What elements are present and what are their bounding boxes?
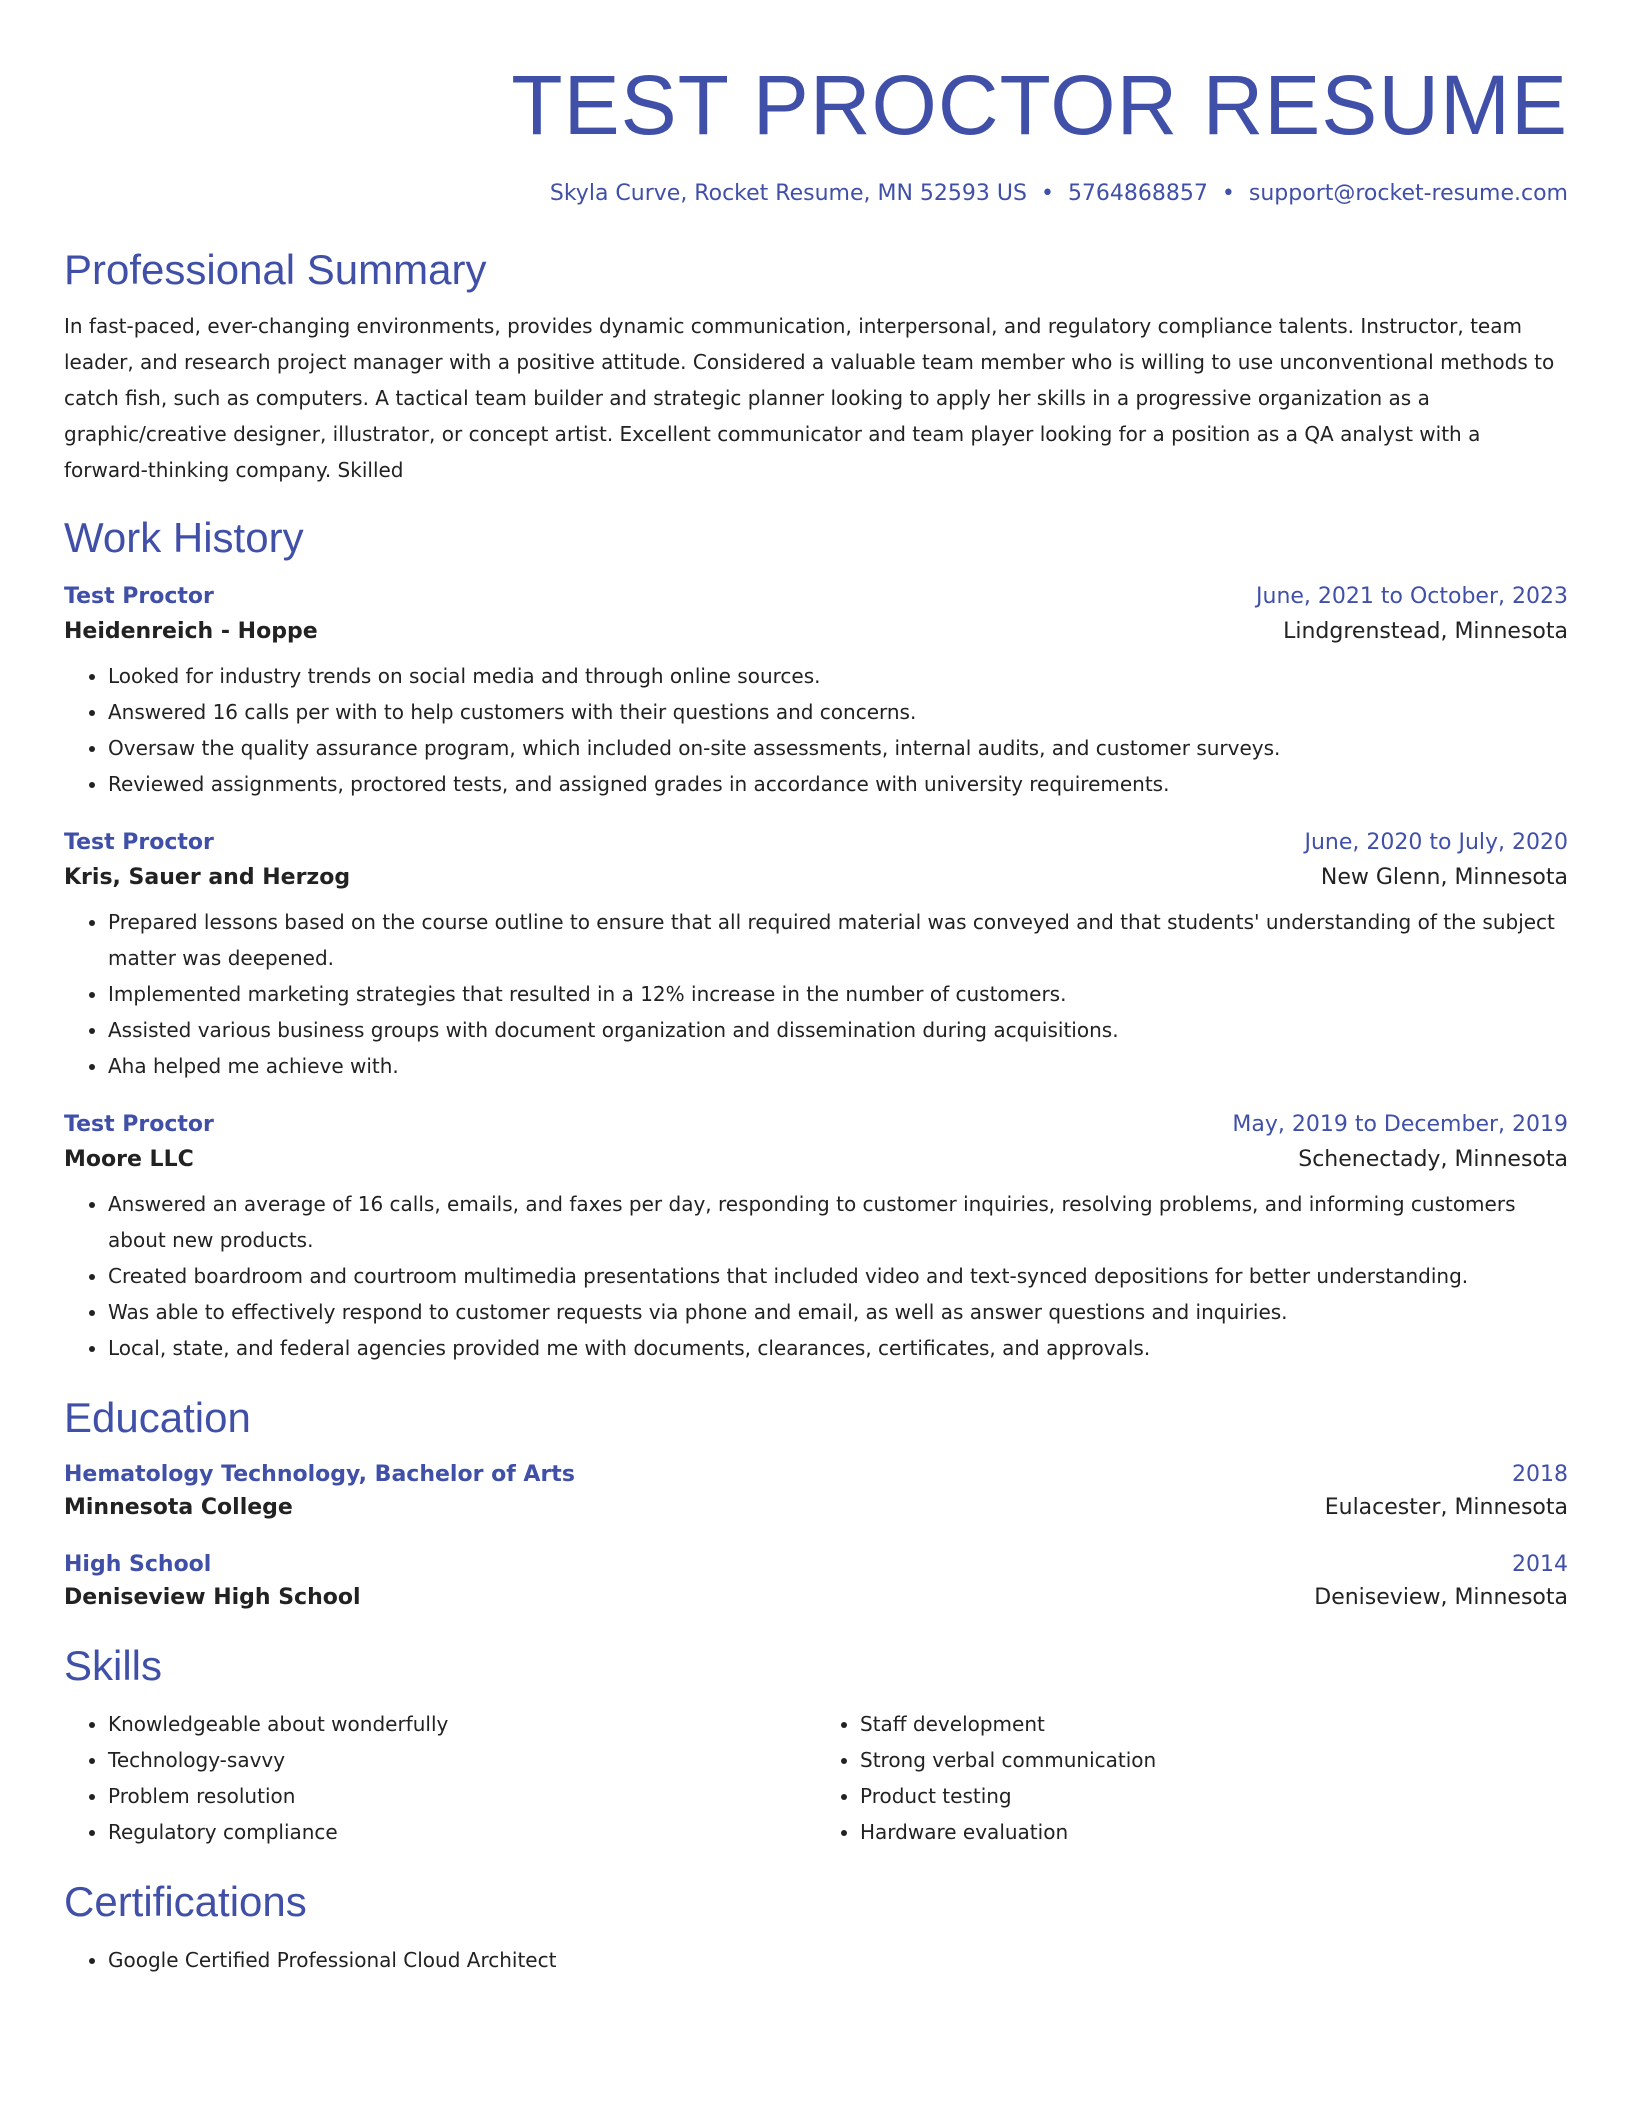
list-item: • Strong verbal communication xyxy=(860,1742,1568,1778)
list-item: • Was able to effectively respond to customer requests via phone and email, as well as answer questions and inquiries. xyxy=(108,1294,1568,1330)
summary-text: In fast-paced, ever-changing environments, provides dynamic communication, interpersonal, and regulatory compliance talents. Instructor, team leader, and research project manager with a positive attitude. Considered a valuable team member who is willing to use unconventional methods to catch fish, such as computers. A tactical team builder and strategic planner looking to apply her skills in a progressive organization as a graphic/creative designer, illustrator, or concept artist. Excellent communicator and team player looking for a position as a QA analyst with a forward-thinking company. Skilled xyxy=(64,314,1555,482)
list-item: • Staff development xyxy=(860,1706,1568,1742)
skills-column-left xyxy=(64,1692,816,1850)
list-item: • Local, state, and federal agencies provided me with documents, clearances, certificates, and approvals. xyxy=(108,1330,1568,1366)
education-school: Deniseview High School xyxy=(64,1585,361,1610)
contact-line xyxy=(64,180,1568,208)
skills-grid xyxy=(64,1692,1568,1850)
list-item: • Hardware evaluation xyxy=(860,1814,1568,1850)
job-entry xyxy=(64,1112,1568,1366)
section-title-skills: Skills xyxy=(64,1642,163,1689)
job-bullets xyxy=(64,1186,1568,1366)
job-dates: May, 2019 to December, 2019 xyxy=(1232,1112,1568,1137)
job-company: Kris, Sauer and Herzog xyxy=(64,865,351,890)
section-title-summary: Professional Summary xyxy=(64,246,487,293)
list-item: • Created boardroom and courtroom multimedia presentations that included video and text-synced depositions for better understanding. xyxy=(108,1258,1568,1294)
list-item: • Oversaw the quality assurance program, which included on-site assessments, internal audits, and customer surveys. xyxy=(108,730,1568,766)
contact-separator: • xyxy=(1040,181,1054,206)
list-item: • Answered 16 calls per with to help customers with their questions and concerns. xyxy=(108,694,1568,730)
education-degree: High School xyxy=(64,1552,212,1577)
education-entry xyxy=(64,1462,1568,1520)
contact-separator: • xyxy=(1221,181,1235,206)
contact-phone: 5764868857 xyxy=(1067,181,1208,206)
list-item: • Problem resolution xyxy=(108,1778,816,1814)
section-title-certifications: Certifications xyxy=(64,1878,307,1925)
job-bullets xyxy=(64,658,1568,802)
summary-section xyxy=(64,244,1568,488)
list-item: • Technology-savvy xyxy=(108,1742,816,1778)
job-location: Schenectady, Minnesota xyxy=(1298,1147,1568,1172)
job-entry xyxy=(64,830,1568,1084)
certifications-list xyxy=(64,1942,1568,1978)
work-section xyxy=(64,512,1568,1366)
list-item: • Google Certified Professional Cloud Architect xyxy=(108,1942,1568,1978)
job-company: Heidenreich - Hoppe xyxy=(64,619,318,644)
job-dates: June, 2021 to October, 2023 xyxy=(1256,584,1568,609)
certifications-section xyxy=(64,1876,1568,1978)
job-bullets xyxy=(64,904,1568,1084)
job-role: Test Proctor xyxy=(64,584,214,609)
list-item: • Prepared lessons based on the course outline to ensure that all required material was conveyed and that students' understanding of the subject matter was deepened. xyxy=(108,904,1568,976)
list-item: • Product testing xyxy=(860,1778,1568,1814)
skills-section xyxy=(64,1640,1568,1850)
education-location: Deniseview, Minnesota xyxy=(1314,1585,1568,1610)
job-role: Test Proctor xyxy=(64,830,214,855)
education-degree: Hematology Technology, Bachelor of Arts xyxy=(64,1462,575,1487)
section-title-work: Work History xyxy=(64,514,304,561)
job-dates: June, 2020 to July, 2020 xyxy=(1304,830,1568,855)
education-entry xyxy=(64,1552,1568,1610)
education-year: 2014 xyxy=(1512,1552,1568,1577)
contact-address: Skyla Curve, Rocket Resume, MN 52593 US xyxy=(549,181,1027,206)
list-item: • Assisted various business groups with document organization and dissemination during acquisitions. xyxy=(108,1012,1568,1048)
education-year: 2018 xyxy=(1512,1462,1568,1487)
job-role: Test Proctor xyxy=(64,1112,214,1137)
job-entry xyxy=(64,584,1568,802)
education-school: Minnesota College xyxy=(64,1495,293,1520)
list-item: • Looked for industry trends on social media and through online sources. xyxy=(108,658,1568,694)
job-location: Lindgrenstead, Minnesota xyxy=(1283,619,1568,644)
list-item: • Regulatory compliance xyxy=(108,1814,816,1850)
list-item: • Implemented marketing strategies that resulted in a 12% increase in the number of customers. xyxy=(108,976,1568,1012)
skills-column-right xyxy=(816,1692,1568,1850)
education-section xyxy=(64,1392,1568,1610)
list-item: • Reviewed assignments, proctored tests, and assigned grades in accordance with university requirements. xyxy=(108,766,1568,802)
list-item: • Aha helped me achieve with. xyxy=(108,1048,1568,1084)
job-company: Moore LLC xyxy=(64,1147,194,1172)
list-item: • Answered an average of 16 calls, emails, and faxes per day, responding to customer inquiries, resolving problems, and informing customers about new products. xyxy=(108,1186,1568,1258)
job-location: New Glenn, Minnesota xyxy=(1320,865,1568,890)
list-item: • Knowledgeable about wonderfully xyxy=(108,1706,816,1742)
contact-email: support@rocket-resume.com xyxy=(1248,181,1568,206)
resume-title: TEST PROCTOR RESUME xyxy=(511,58,1568,152)
education-location: Eulacester, Minnesota xyxy=(1324,1495,1568,1520)
section-title-education: Education xyxy=(64,1394,251,1441)
